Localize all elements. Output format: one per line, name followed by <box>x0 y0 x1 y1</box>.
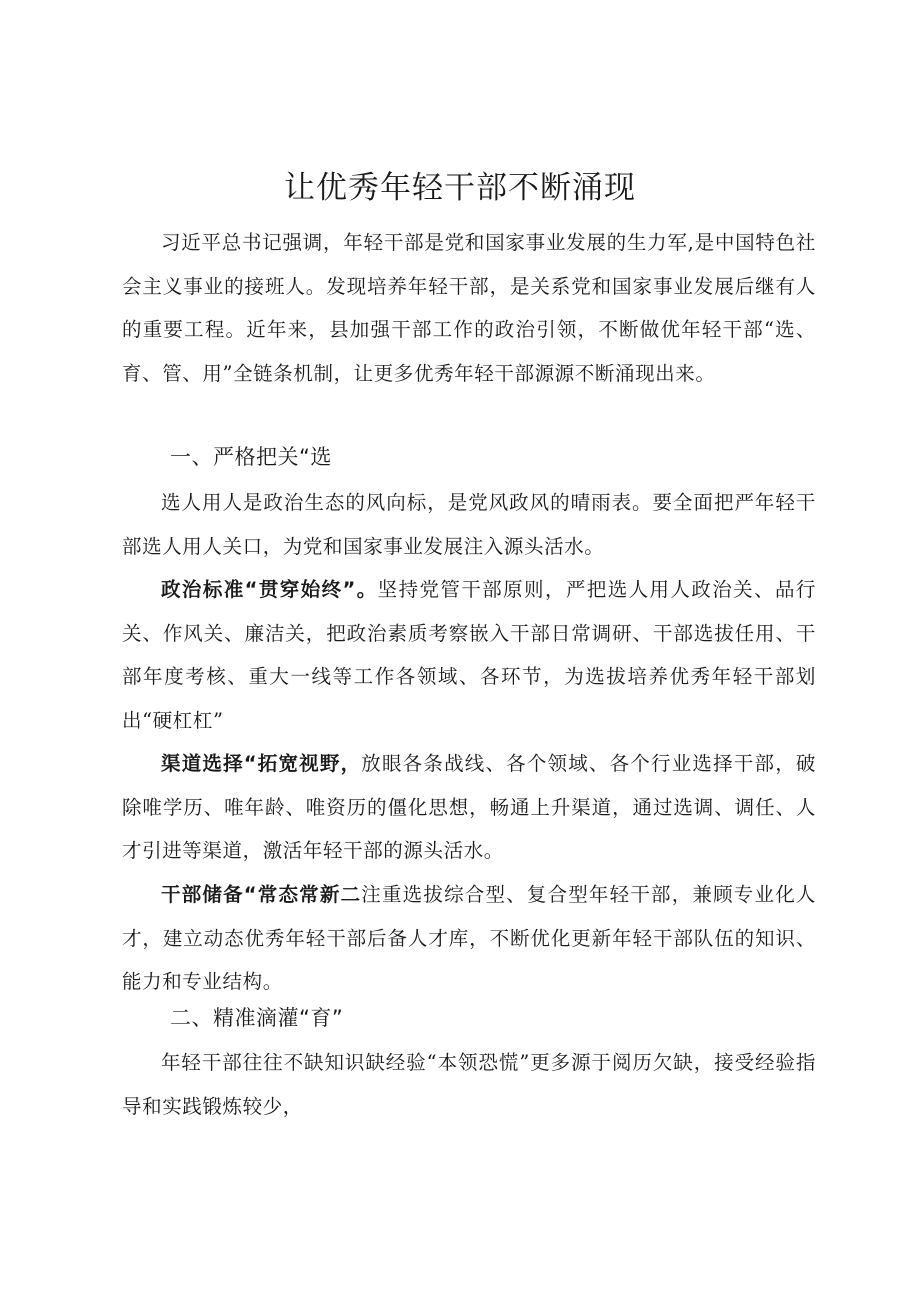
section-2-heading: 二、精准滴灌“育” <box>170 1006 344 1030</box>
section-1-heading: 一、严格把关“选 <box>170 445 332 469</box>
section-2-paragraph: 年轻干部往往不缺知识缺经验“本领恐慌”更多源于阅历欠缺，接受经验指导和实践锻炼较少， <box>122 1051 816 1118</box>
section-1-item <box>122 873 816 1004</box>
item-text: 放眼各条战线、各个领域、各个行业选择干部，破除唯学历、唯年龄、唯资历的僵化思想，畅通上升渠道，通过选调、调任、人才引进等渠道，激活年轻干部的源头活水。 <box>122 752 816 862</box>
intro-paragraph: 习近平总书记强调，年轻干部是党和国家事业发展的生力军,是中国特色社会主义事业的接班人。发现培养年轻干部，是关系党和国家事业发展后继有人的重要工程。近年来，县加强干部工作的政治引领，不断做优年轻干部“选、育、管、用”全链条机制，让更多优秀年轻干部源源不断涌现出来。 <box>122 231 816 385</box>
item-lead: 政治标准“贯穿始终”。 <box>161 578 378 601</box>
document-title: 让优秀年轻干部不断涌现 <box>284 170 636 206</box>
item-lead: 渠道选择“拓宽视野， <box>161 752 362 775</box>
section-1-paragraph: 选人用人是政治生态的风向标，是党风政风的晴雨表。要全面把严年轻干部选人用人关口，为党和国家事业发展注入源头活水。 <box>122 491 816 558</box>
item-lead: 干部储备“常态常新二 <box>161 883 362 906</box>
item-text: 坚持党管干部原则，严把选人用人政治关、品行关、作风关、廉洁关，把政治素质考察嵌入干部日常调研、干部选拔任用、干部年度考核、重大一线等工作各领域、各环节，为选拔培养优秀年轻干部划出“硬杠杠” <box>122 578 817 732</box>
section-1-item <box>122 568 816 742</box>
item-text: 注重选拔综合型、复合型年轻干部，兼顾专业化人才，建立动态优秀年轻干部后备人才库，不断优化更新年轻干部队伍的知识、能力和专业结构。 <box>122 883 816 993</box>
section-1-item <box>122 742 816 873</box>
